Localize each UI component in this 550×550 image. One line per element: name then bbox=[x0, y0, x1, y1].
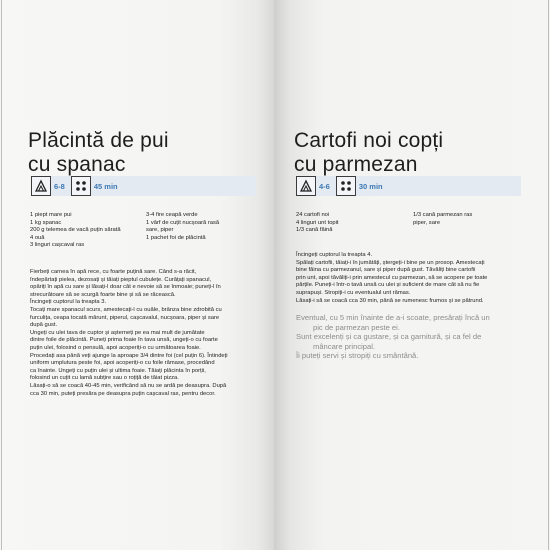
servings-count: 4-6 bbox=[319, 181, 330, 191]
recipe-title-line: cu spanac bbox=[28, 153, 126, 176]
method-line: cca 30 min, puteți presăra pe deasupra puțin cașcaval ras, pentru decor. bbox=[30, 390, 216, 397]
method-line: Procedați asa până veți ajunge la aproape 3/4 dintre foi (cel puțin 6). Întindeți bbox=[30, 352, 228, 359]
left-page bbox=[0, 0, 274, 550]
method-line: Ungeți cu ulei tava de cuptor și așterneți pe ea mai mult de jumătate bbox=[30, 329, 205, 336]
method-line: Spălați cartofii, tăiați-i în jumătăți, ștergeți-i bine pe un prosop. Amestecați bbox=[296, 259, 485, 266]
servings-count: 6-8 bbox=[54, 181, 65, 191]
ingredient-item: 200 g telemea de vacă puțin sărată bbox=[30, 227, 121, 234]
ingredient-item: 4 ouă bbox=[30, 234, 45, 241]
recipe-method bbox=[296, 252, 487, 305]
recipe-tips bbox=[296, 313, 490, 361]
recipe-title-line: cu parmezan bbox=[294, 153, 418, 176]
ingredient-item: 1 kg spanac bbox=[30, 219, 62, 226]
method-line: folosind un cuțit cu lamă subțire sau o roțiță de tăiat pizza. bbox=[30, 375, 179, 382]
method-line: Lăsați-i să se coacă cca 30 min, până se rumenesc frumos și se pătrund. bbox=[296, 297, 484, 304]
tip-line: pic de parmezan peste ei. bbox=[313, 322, 400, 332]
method-line: după gust. bbox=[30, 322, 58, 329]
tip-line: Îi puteți servi și stropiți cu smântână. bbox=[296, 351, 419, 361]
recipe-title bbox=[28, 129, 169, 177]
recipe-meta-bar bbox=[296, 176, 521, 196]
ingredient-item: 4 linguri unt topit bbox=[296, 219, 339, 226]
ingredients-column bbox=[413, 212, 472, 227]
tip-line: mâncare principal. bbox=[313, 341, 376, 351]
method-line: Încingeți cuptorul la treapta 4. bbox=[296, 252, 373, 258]
page-edge bbox=[1, 0, 2, 550]
method-line: Lăsați-o să se coacă 40-45 min, verificând să nu se ardă pe deasupra. După bbox=[30, 382, 227, 389]
method-line: îndepărtați pielea, dezosați și tăiați pieptul cubulețe. Curățați spanacul, bbox=[30, 276, 212, 283]
method-line: părțile. Puneți-i într-o tavă unsă cu ulei și suficient de mare cât să nu fie bbox=[296, 282, 480, 289]
method-line: Fierbeți carnea în apă rece, cu foarte puțină sare. Când s-a răcit, bbox=[30, 269, 197, 275]
ingredients-column bbox=[30, 212, 121, 250]
ingredient-item: 24 cartofi noi bbox=[296, 212, 330, 218]
ingredient-item: 1 pachet foi de plăcintă bbox=[146, 234, 206, 241]
ingredient-item: 1/3 cană parmezan ras bbox=[413, 212, 473, 218]
ingredient-item: 1 piept mare pui bbox=[30, 212, 72, 218]
servings-icon bbox=[31, 176, 51, 196]
method-line: dintre foile de plăcintă. Puneți prima foaie în tava unsă, ungeți-o cu foarte bbox=[30, 337, 218, 344]
method-line: uniform umplutura peste foi, apoi acoperiți-o cu foile rămase, procedând bbox=[30, 360, 215, 367]
ingredient-item: 3-4 fire ceapă verde bbox=[146, 212, 198, 218]
ingredients-column bbox=[146, 212, 219, 242]
recipe-title-line: Cartofi noi copți bbox=[294, 129, 444, 152]
right-page bbox=[274, 0, 550, 550]
ingredient-item: 1 vârf de cuțit nucșoară rasă bbox=[146, 219, 220, 226]
recipe-title bbox=[294, 129, 443, 177]
time-icon bbox=[71, 176, 91, 196]
method-line: Încingeți cuptorul la treapta 3. bbox=[30, 299, 107, 306]
page-edge bbox=[548, 0, 549, 550]
ingredients-column bbox=[296, 212, 339, 235]
cooking-time: 30 min bbox=[358, 181, 383, 191]
method-line: prin unt, apoi tăvăliți-i prin amestecul cu parmezan, să se acopere pe toate bbox=[296, 274, 488, 281]
method-line: Tocați mare spanacul scurs, amestecați-l cu ouăle, brânza bine zdrobită cu bbox=[30, 306, 222, 313]
method-line: bine făina cu parmezanul, sare și piper după gust. Tăvăliți bine cartofii bbox=[296, 267, 476, 274]
ingredient-item: sare, piper bbox=[146, 227, 174, 234]
time-icon bbox=[336, 176, 356, 196]
recipe-method bbox=[30, 269, 228, 398]
ingredient-item: 3 linguri cașcaval ras bbox=[30, 242, 85, 249]
ingredient-item: 1/3 cană făină bbox=[296, 227, 333, 234]
method-line: puțin ulei, folosind o pensulă, apoi acoperiți-o cu următoarea foaie. bbox=[30, 344, 201, 351]
method-line: opăriți în apă cu sare și lăsați-l doar cât e nevoie să se înmoaie; puneți-l în bbox=[30, 284, 221, 291]
ingredient-item: piper, sare bbox=[413, 219, 441, 226]
method-line: suprapuși. Stropiți-i cu eventualul unt rămas. bbox=[296, 289, 411, 296]
method-line: strecurătoare să se scurgă foarte bine și să se răcească. bbox=[30, 291, 176, 298]
cooking-time: 45 min bbox=[93, 181, 118, 191]
recipe-meta-bar bbox=[31, 176, 256, 196]
tip-line: Eventual, cu 5 min înainte de a-i scoate, presărați încă un bbox=[296, 313, 490, 322]
method-line: furculița, ceapa tocată mărunt, piperul, cașcavalul, nucșoara, piper și sare bbox=[30, 314, 220, 321]
tip-line: Sunt excelenți și ca gustare, și ca garnitură, și ca fel de bbox=[296, 332, 482, 342]
recipe-title-line: Plăcintă de pui bbox=[28, 129, 169, 152]
servings-icon bbox=[296, 176, 316, 196]
method-line: ca înainte. Ungeți cu puțin ulei și ultima foaie. Tăiați plăcinta în porții, bbox=[30, 367, 206, 374]
